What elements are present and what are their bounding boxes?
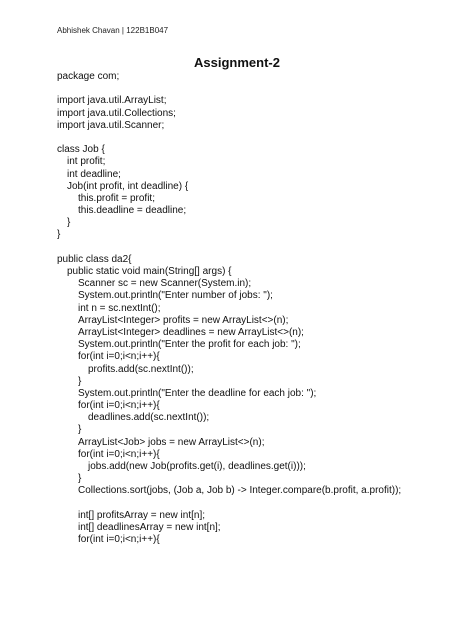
code-line: System.out.println("Enter the deadline for each job: "); (78, 387, 317, 399)
code-line: } (57, 229, 61, 241)
code-line (57, 242, 401, 254)
code-line: } (78, 473, 82, 485)
code-line: for(int i=0;i<n;i++){ (78, 351, 160, 363)
code-line: int n = sc.nextInt(); (78, 302, 161, 314)
code-line: } (78, 424, 82, 436)
code-line: Scanner sc = new Scanner(System.in); (78, 278, 252, 290)
code-line: import java.util.Collections; (57, 107, 176, 119)
code-line: ArrayList<Job> jobs = new ArrayList<>(n); (78, 436, 265, 448)
code-line: for(int i=0;i<n;i++){ (78, 534, 160, 546)
code-line: public class da2{ (57, 253, 132, 265)
document-title: Assignment-2 (194, 55, 280, 70)
code-line: for(int i=0;i<n;i++){ (78, 400, 160, 412)
code-line: import java.util.ArrayList; (57, 95, 167, 107)
code-line: Job(int profit, int deadline) { (67, 180, 189, 192)
code-line (57, 83, 401, 95)
code-line: ArrayList<Integer> profits = new ArrayList<>(n); (78, 314, 289, 326)
document-header: Abhishek Chavan | 122B1B047 (57, 26, 169, 35)
code-line: ArrayList<Integer> deadlines = new ArrayList<>(n); (78, 326, 304, 338)
code-line (57, 498, 401, 510)
code-line: int[] profitsArray = new int[n]; (78, 509, 205, 521)
code-line: deadlines.add(sc.nextInt()); (88, 412, 210, 424)
code-line: } (78, 375, 82, 387)
code-line: import java.util.Scanner; (57, 119, 165, 131)
code-line: System.out.println("Enter the profit for each job: "); (78, 339, 301, 351)
code-line: this.profit = profit; (78, 192, 155, 204)
code-line: for(int i=0;i<n;i++){ (78, 448, 160, 460)
code-line: class Job { (57, 144, 105, 156)
code-line: profits.add(sc.nextInt()); (88, 363, 194, 375)
code-line: } (67, 217, 71, 229)
code-line: this.deadline = deadline; (78, 205, 187, 217)
code-line: int deadline; (67, 168, 121, 180)
code-line: package com; (57, 71, 120, 82)
code-line: public static void main(String[] args) { (67, 266, 232, 277)
code-line: jobs.add(new Job(profits.get(i), deadlines.get(i))); (88, 461, 306, 472)
code-line (57, 132, 401, 144)
code-line: System.out.println("Enter number of jobs: "); (78, 290, 273, 302)
code-block (57, 71, 401, 546)
code-line: Collections.sort(jobs, (Job a, Job b) -> Integer.compare(b.profit, a.profit)); (78, 485, 402, 497)
code-line: int profit; (67, 156, 106, 168)
code-line: int[] deadlinesArray = new int[n]; (78, 521, 221, 533)
